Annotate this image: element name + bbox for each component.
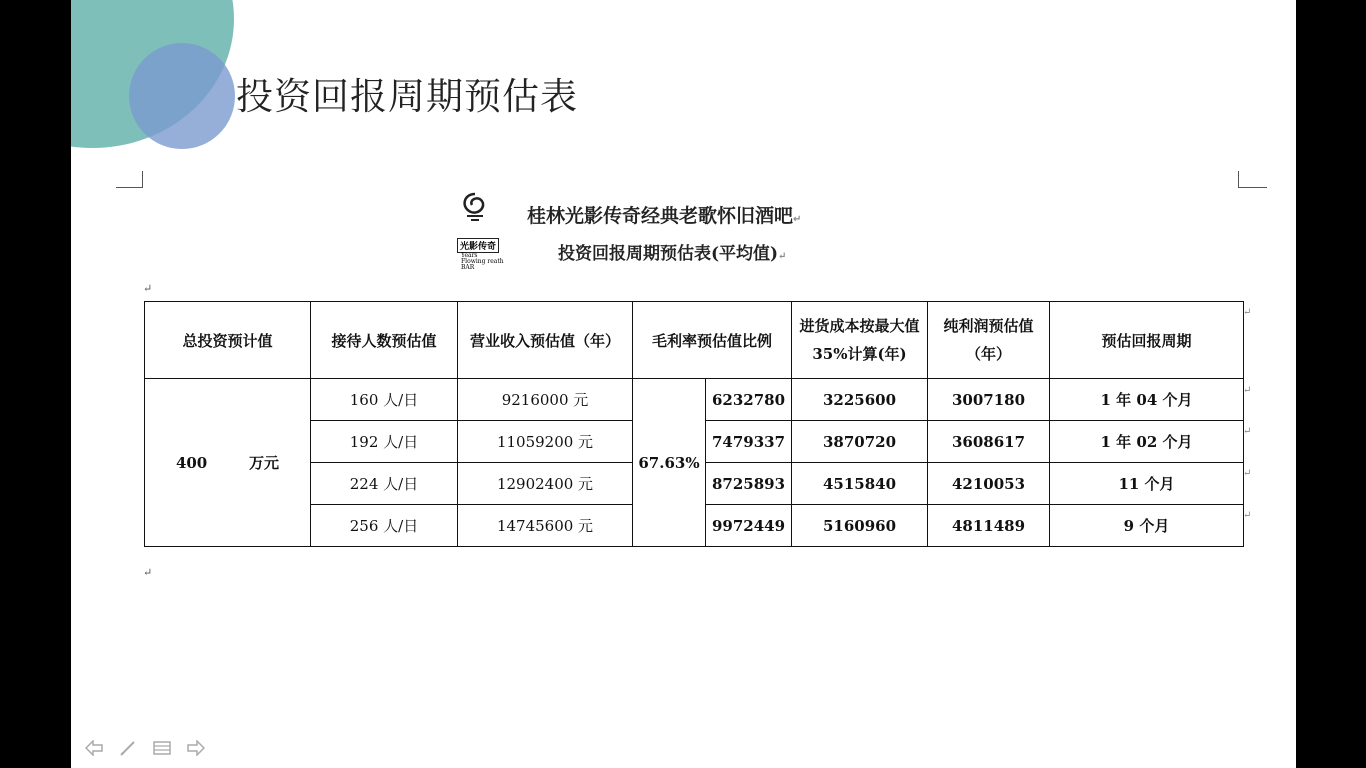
header-cell: 预估回报周期 [1050,302,1244,379]
cost-cell: 3225600 [792,379,928,421]
visitors-cell: 160 人/日 [311,379,458,421]
period-cell: 11 个月 [1050,463,1244,505]
table-row [145,379,1244,421]
visitors-cell: 192 人/日 [311,421,458,463]
header-cell: 营业收入预估值（年） [458,302,633,379]
bar-logo [443,190,513,272]
table-header-row [145,302,1244,379]
cost-cell: 3870720 [792,421,928,463]
pen-icon[interactable] [117,737,139,759]
logo-line-2: Flowing reath [461,258,504,265]
total-investment-cell: 400 万元 [145,379,311,547]
slide [71,0,1296,768]
profit-cell: 4811489 [928,505,1050,547]
header-cell: 接待人数预估值 [311,302,458,379]
arrow-left-icon[interactable] [83,737,105,759]
gross-cell: 7479337 [706,421,792,463]
cost-cell: 5160960 [792,505,928,547]
paragraph-mark: ↵ [143,566,153,579]
gross-cell: 8725893 [706,463,792,505]
bar-name: 桂林光影传奇经典老歌怀旧酒吧↵ [527,205,802,227]
profit-cell: 3608617 [928,421,1050,463]
row-end-mark: ↵ [1243,510,1252,521]
arrow-right-icon[interactable] [185,737,207,759]
logo-swirl-icon [457,192,493,222]
crop-mark-left [116,171,143,188]
profit-cell: 4210053 [928,463,1050,505]
revenue-cell: 12902400 元 [458,463,633,505]
decor-blue-circle [129,43,235,149]
row-end-mark: ↵ [1243,426,1252,437]
header-cell: 纯利润预估值（年） [928,302,1050,379]
period-cell: 1 年 04 个月 [1050,379,1244,421]
header-cell: 进货成本按最大值35%计算(年) [792,302,928,379]
slideshow-toolbar [83,737,207,759]
document-title: 投资回报周期预估表(平均值)↵ [558,244,787,264]
logo-line-1: Years [461,252,478,259]
revenue-cell: 14745600 元 [458,505,633,547]
visitors-cell: 224 人/日 [311,463,458,505]
cost-cell: 4515840 [792,463,928,505]
paragraph-mark: ↵ [143,282,153,295]
header-cell: 总投资预计值 [145,302,311,379]
row-end-mark: ↵ [1243,307,1252,318]
profit-cell: 3007180 [928,379,1050,421]
header-cell: 毛利率预估值比例 [633,302,792,379]
crop-mark-right [1238,171,1267,188]
menu-icon[interactable] [151,737,173,759]
gross-cell: 6232780 [706,379,792,421]
visitors-cell: 256 人/日 [311,505,458,547]
revenue-cell: 9216000 元 [458,379,633,421]
slide-title: 投资回报周期预估表 [236,75,578,118]
row-end-mark: ↵ [1243,468,1252,479]
investment-table [144,301,1244,547]
row-end-mark: ↵ [1243,385,1252,396]
period-cell: 9 个月 [1050,505,1244,547]
gross-cell: 9972449 [706,505,792,547]
margin-cell: 67.63% [633,379,706,547]
period-cell: 1 年 02 个月 [1050,421,1244,463]
revenue-cell: 11059200 元 [458,421,633,463]
logo-badge: 光影传奇 [457,238,499,253]
logo-line-3: BAR [461,264,475,271]
